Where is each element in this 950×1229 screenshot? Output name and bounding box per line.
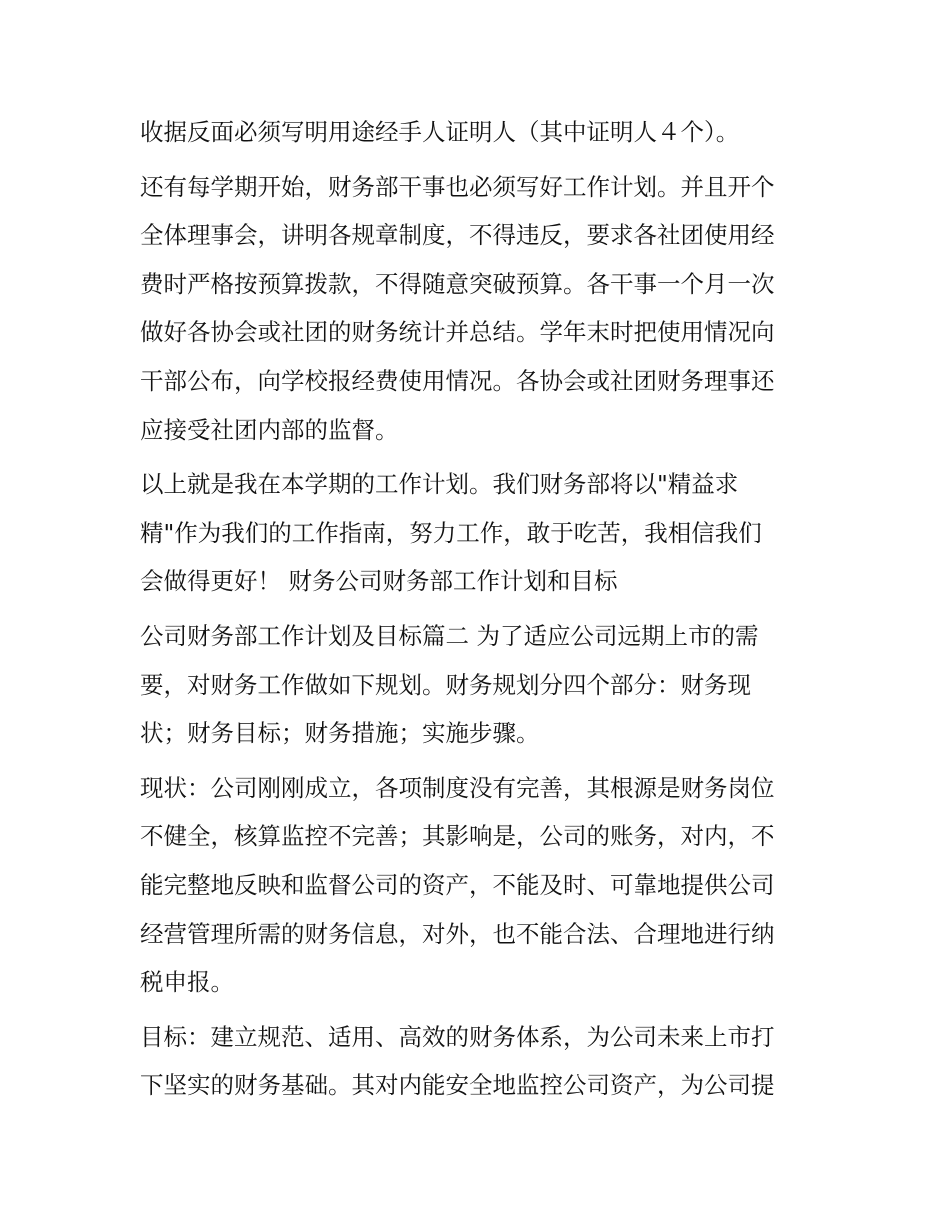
paragraph-semester-plan — [140, 163, 820, 455]
text-line: 状；财务目标；财务措施；实施步骤。 — [140, 719, 540, 748]
text-line: 目标：建立规范、适用、高效的财务体系，为公司未来上市打 — [140, 1022, 775, 1051]
text-line: 全体理事会，讲明各规章制度，不得违反，要求各社团使用经 — [140, 221, 775, 250]
document-body — [140, 108, 820, 1116]
text-line: 公司财务部工作计划及目标篇二 为了适应公司远期上市的需 — [140, 621, 759, 650]
paragraph-current-status — [140, 764, 820, 1007]
text-line: 以上就是我在本学期的工作计划。我们财务部将以"精益求 — [140, 470, 739, 499]
paragraph-conclusion — [140, 460, 820, 606]
text-line: 税申报。 — [140, 968, 234, 997]
paragraph-part-two-intro — [140, 612, 820, 758]
text-line: 还有每学期开始，财务部干事也必须写好工作计划。并且开个 — [140, 172, 775, 201]
text-line: 下坚实的财务基础。其对内能安全地监控公司资产，为公司提 — [140, 1071, 775, 1100]
text-line: 经营管理所需的财务信息，对外，也不能合法、合理地进行纳 — [140, 919, 775, 948]
text-line: 做好各协会或社团的财务统计并总结。学年末时把使用情况向 — [140, 318, 775, 347]
paragraph-receipt-note — [140, 108, 820, 157]
text-line: 会做得更好！ 财务公司财务部工作计划和目标 — [140, 567, 618, 596]
text-line: 现状：公司刚刚成立，各项制度没有完善，其根源是财务岗位 — [140, 773, 775, 802]
text-line: 收据反面必须写明用途经手人证明人（其中证明人４个）。 — [140, 118, 740, 146]
paragraph-goals — [140, 1013, 820, 1110]
text-line: 能完整地反映和监督公司的资产，不能及时、可靠地提供公司 — [140, 870, 775, 899]
text-line: 干部公布，向学校报经费使用情况。各协会或社团财务理事还 — [140, 366, 775, 395]
text-line: 不健全，核算监控不完善；其影响是，公司的账务，对内，不 — [140, 822, 775, 851]
text-line: 费时严格按预算拨款，不得随意突破预算。各干事一个月一次 — [140, 269, 775, 298]
text-line: 精"作为我们的工作指南，努力工作，敢于吃苦，我相信我们 — [140, 518, 762, 547]
text-line: 要，对财务工作做如下规划。财务规划分四个部分：财务现 — [140, 670, 751, 699]
text-line: 应接受社团内部的监督。 — [140, 415, 399, 444]
